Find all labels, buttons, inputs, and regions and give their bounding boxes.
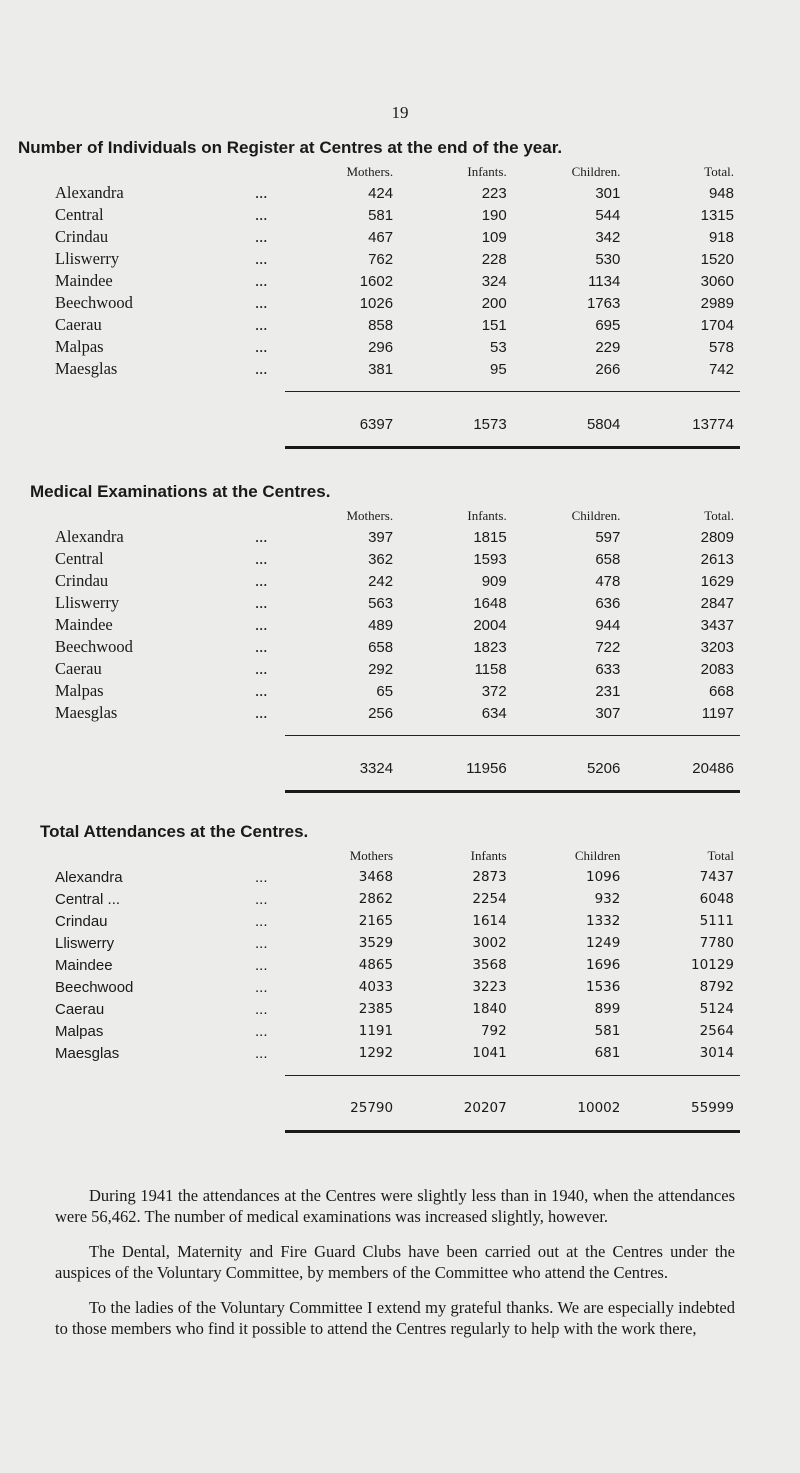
value-cell: 1520 [700,250,734,268]
value-cell: 65 [376,682,394,700]
leader-dots: ... [255,1044,268,1062]
value-cell: 1823 [473,638,507,656]
value-cell: 1332 [585,913,621,929]
value-cell: 3002 [472,935,507,951]
centre-name [55,702,285,724]
centre-name [55,270,285,292]
value-cell: 1696 [585,957,621,973]
centre-name [55,680,285,702]
table-row [55,592,740,614]
value-cell: 634 [481,704,507,722]
centre-label: Alexandra [55,868,123,886]
value-cell: 4865 [358,957,394,973]
value-cell: 467 [368,228,394,246]
value-cell: 1315 [700,206,734,224]
value-cell: 256 [368,704,394,722]
value-cell: 1602 [359,272,394,290]
value-cell: 301 [595,184,621,202]
table-row [55,1042,740,1064]
total-cell: 11956 [466,759,507,777]
value-cell: 8792 [699,979,734,995]
total-cell: 25790 [350,1100,394,1116]
value-cell: 10129 [691,957,734,973]
value-cell: 223 [481,184,507,202]
total-cell: 20486 [692,759,734,777]
table-row [55,358,740,380]
total-row [55,746,740,780]
value-cell: 1026 [359,294,394,312]
value-cell: 578 [708,338,734,356]
total-cell: 3324 [359,759,394,777]
leader-dots: ... [255,890,268,908]
centre-label: Maesglas [55,359,118,378]
total-cell: 5206 [586,759,621,777]
value-cell: 3529 [358,935,394,951]
centre-name [55,548,285,570]
value-cell: 633 [595,660,621,678]
centre-name [55,314,285,336]
register-table [55,162,740,458]
value-cell: 307 [595,704,621,722]
value-cell: 5124 [699,1001,734,1017]
column-header: Total [707,848,734,863]
leader-dots: ... [255,703,268,722]
value-cell: 3223 [472,979,507,995]
value-cell: 1249 [585,935,621,951]
total-cell: 55999 [691,1100,734,1116]
column-header: Mothers. [346,164,394,179]
paragraph: The Dental, Maternity and Fire Guard Clubs have been carried out at the Centres under the auspices of the Voluntary Committee, by members of the Committee who attend the Centres. [55,1242,735,1282]
table-row [55,976,740,998]
leader-dots: ... [255,681,268,700]
medical-rows [55,526,740,724]
value-cell: 3203 [700,638,734,656]
value-cell: 6048 [699,891,734,907]
sum-rule [285,1075,740,1076]
value-cell: 362 [368,550,394,568]
value-cell: 792 [480,1023,507,1039]
centre-label: Malpas [55,337,104,356]
centre-label: Lliswerry [55,593,120,612]
table-row [55,548,740,570]
value-cell: 636 [595,594,621,612]
value-cell: 948 [708,184,734,202]
centre-name [55,866,285,888]
value-cell: 658 [595,550,621,568]
leader-dots: ... [255,315,268,334]
attendances-rows [55,866,740,1064]
value-cell: 1041 [472,1045,507,1061]
section-heading: Medical Examinations at the Centres. [30,482,331,501]
value-cell: 581 [368,206,394,224]
value-cell: 53 [490,338,507,356]
paragraph: To the ladies of the Voluntary Committee I extend my grateful thanks. We are especially indebted to those members who find it possible to attend the Centres regularly to help with the work there, [55,1298,735,1338]
section-heading: Total Attendances at the Centres. [40,822,309,841]
value-cell: 858 [368,316,394,334]
value-cell: 3468 [358,869,394,885]
total-cell: 6397 [359,415,394,433]
centre-name [55,182,285,204]
value-cell: 695 [595,316,621,334]
centre-label: Crindau [55,571,109,590]
table-row [55,314,740,336]
leader-dots: ... [255,659,268,678]
leader-dots: ... [255,868,268,886]
value-cell: 109 [481,228,507,246]
total-cell: 10002 [577,1100,621,1116]
value-cell: 2564 [699,1023,734,1039]
centre-name [55,1042,285,1064]
body-text [55,1185,735,1353]
centre-name [55,636,285,658]
value-cell: 944 [595,616,621,634]
centre-label: Caerau [55,659,102,678]
table-row [55,658,740,680]
value-cell: 899 [594,1001,621,1017]
table-row [55,336,740,358]
column-header: Total. [704,164,734,179]
table-row [55,292,740,314]
centre-name [55,336,285,358]
centre-name [55,204,285,226]
table-row [55,888,740,910]
leader-dots: ... [255,549,268,568]
centre-label: Maindee [55,271,113,290]
centre-name [55,998,285,1020]
value-cell: 242 [368,572,394,590]
leader-dots: ... [255,1000,268,1018]
value-cell: 581 [594,1023,621,1039]
value-cell: 1191 [358,1023,394,1039]
paragraph: During 1941 the attendances at the Centres were slightly less than in 1940, when the attendances were 56,462. The number of medical examinations was increased slightly, however. [55,1186,735,1226]
table-row [55,636,740,658]
value-cell: 7780 [699,935,734,951]
value-cell: 5111 [699,913,734,929]
centre-label: Maesglas [55,703,118,722]
value-cell: 151 [481,316,507,334]
centre-name [55,1020,285,1042]
value-cell: 1536 [585,979,621,995]
centre-label: Beechwood [55,637,133,656]
value-cell: 1593 [473,550,507,568]
column-header: Children. [571,164,621,179]
table-row [55,248,740,270]
centre-name [55,888,285,910]
value-cell: 381 [368,360,394,378]
centre-label: Beechwood [55,978,134,996]
value-cell: 1614 [472,913,507,929]
total-cell: 20207 [463,1100,507,1116]
section-heading: Number of Individuals on Register at Centres at the end of the year. [18,138,563,157]
total-row [55,402,740,436]
centre-label: Crindau [55,227,109,246]
centre-label: Beechwood [55,293,133,312]
value-cell: 918 [708,228,734,246]
double-rule [285,790,740,793]
leader-dots: ... [255,956,268,974]
centre-name [55,614,285,636]
column-header: Infants. [467,164,507,179]
column-header: Total. [704,508,734,523]
value-cell: 2165 [358,913,394,929]
value-cell: 722 [595,638,621,656]
table-row [55,680,740,702]
leader-dots: ... [255,227,268,246]
value-cell: 544 [595,206,621,224]
value-cell: 231 [595,682,621,700]
value-cell: 342 [595,228,621,246]
register-section [0,138,800,458]
value-cell: 296 [368,338,394,356]
centre-label: Caerau [55,315,102,334]
header-row [55,506,740,526]
value-cell: 1648 [473,594,507,612]
column-header: Children. [571,508,621,523]
value-cell: 2004 [473,616,507,634]
value-cell: 762 [368,250,394,268]
total-row [55,1086,740,1120]
value-cell: 3060 [700,272,734,290]
centre-label: Alexandra [55,183,124,202]
value-cell: 681 [594,1045,621,1061]
value-cell: 563 [368,594,394,612]
table-row [55,270,740,292]
centre-label: Malpas [55,681,104,700]
value-cell: 372 [481,682,507,700]
value-cell: 1840 [472,1001,507,1017]
table-row [55,998,740,1020]
column-header: Children [574,848,621,863]
value-cell: 2862 [358,891,394,907]
value-cell: 397 [368,528,394,546]
table-row [55,702,740,724]
column-header: Mothers. [346,508,394,523]
value-cell: 2847 [700,594,734,612]
value-cell: 658 [368,638,394,656]
value-cell: 2613 [700,550,734,568]
leader-dots: ... [255,271,268,290]
table-row [55,614,740,636]
centre-name [55,226,285,248]
double-rule [285,1130,740,1133]
medical-table [55,506,740,802]
value-cell: 229 [595,338,621,356]
header-row [55,846,740,866]
column-header: Infants. [467,508,507,523]
value-cell: 3437 [700,616,734,634]
table-row [55,1020,740,1042]
leader-dots: ... [255,359,268,378]
leader-dots: ... [255,337,268,356]
value-cell: 668 [708,682,734,700]
centre-label: Caerau [55,1000,105,1018]
centre-label: Lliswerry [55,249,120,268]
value-cell: 292 [368,660,394,678]
value-cell: 3568 [472,957,507,973]
header-row [55,162,740,182]
value-cell: 3014 [699,1045,734,1061]
centre-name [55,358,285,380]
table-row [55,866,740,888]
centre-name [55,592,285,614]
value-cell: 1197 [701,704,734,722]
value-cell: 95 [490,360,507,378]
value-cell: 1763 [586,294,621,312]
value-cell: 2989 [700,294,734,312]
table-row [55,910,740,932]
total-cell: 13774 [692,415,734,433]
centre-name [55,932,285,954]
sum-rule [285,735,740,736]
centre-name [55,910,285,932]
value-cell: 1158 [474,660,507,678]
centre-label: Central ... [55,890,121,908]
value-cell: 1096 [585,869,621,885]
table-row [55,226,740,248]
page-number: 19 [391,103,409,122]
value-cell: 324 [481,272,507,290]
leader-dots: ... [255,1022,268,1040]
value-cell: 530 [595,250,621,268]
centre-label: Central [55,549,104,568]
table-row [55,182,740,204]
attendances-section [0,822,800,1142]
centre-name [55,526,285,548]
value-cell: 478 [595,572,621,590]
value-cell: 266 [595,360,621,378]
value-cell: 1292 [358,1045,394,1061]
value-cell: 424 [368,184,394,202]
value-cell: 2873 [472,869,507,885]
value-cell: 200 [481,294,507,312]
leader-dots: ... [255,293,268,312]
table-row [55,932,740,954]
value-cell: 597 [595,528,621,546]
leader-dots: ... [255,593,268,612]
table-row [55,526,740,548]
centre-label: Lliswerry [55,934,115,952]
table-row [55,204,740,226]
centre-label: Maindee [55,615,113,634]
value-cell: 2083 [700,660,734,678]
centre-name [55,954,285,976]
leader-dots: ... [255,912,268,930]
leader-dots: ... [255,571,268,590]
value-cell: 2809 [700,528,734,546]
value-cell: 742 [708,360,734,378]
double-rule [285,446,740,449]
value-cell: 1134 [588,272,621,290]
value-cell: 932 [594,891,621,907]
value-cell: 1629 [700,572,734,590]
centre-name [55,248,285,270]
centre-label: Crindau [55,912,108,930]
value-cell: 2254 [472,891,507,907]
value-cell: 1815 [473,528,507,546]
centre-label: Central [55,205,104,224]
centre-label: Malpas [55,1022,104,1040]
leader-dots: ... [255,249,268,268]
leader-dots: ... [255,615,268,634]
column-header: Mothers [349,848,394,863]
centre-name [55,658,285,680]
column-header: Infants [470,848,507,863]
value-cell: 2385 [358,1001,394,1017]
leader-dots: ... [255,183,268,202]
total-cell: 1573 [473,415,507,433]
centre-name [55,570,285,592]
centre-label: Maindee [55,956,113,974]
medical-section [0,482,800,802]
leader-dots: ... [255,205,268,224]
value-cell: 7437 [699,869,734,885]
leader-dots: ... [255,637,268,656]
leader-dots: ... [255,527,268,546]
sum-rule [285,391,740,392]
value-cell: 228 [481,250,507,268]
table-row [55,570,740,592]
leader-dots: ... [255,934,268,952]
attendances-table [55,846,740,1142]
centre-label: Alexandra [55,527,124,546]
value-cell: 909 [481,572,507,590]
table-row [55,954,740,976]
total-cell: 5804 [586,415,621,433]
leader-dots: ... [255,978,268,996]
centre-label: Maesglas [55,1044,120,1062]
value-cell: 190 [481,206,507,224]
centre-name [55,292,285,314]
centre-name [55,976,285,998]
register-rows [55,182,740,380]
value-cell: 4033 [358,979,394,995]
value-cell: 489 [368,616,394,634]
value-cell: 1704 [700,316,734,334]
